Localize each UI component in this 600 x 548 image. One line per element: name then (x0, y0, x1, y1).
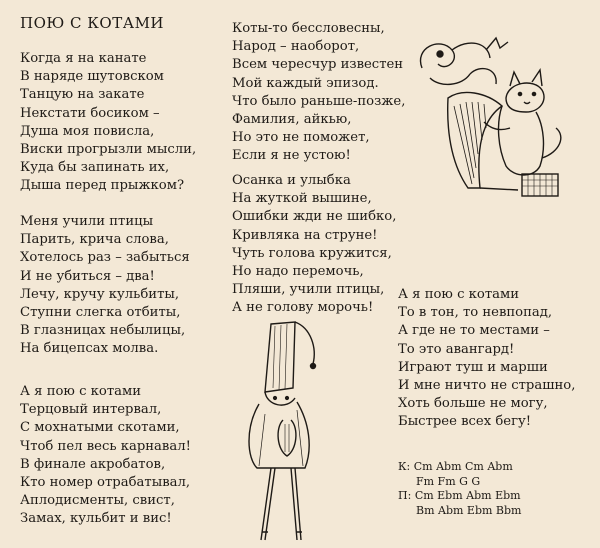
verse-line: Осанка и улыбка (232, 173, 351, 188)
verse-line: И мне ничто не страшно, (398, 378, 576, 394)
chord-sequence: Fm Fm G G (416, 474, 481, 488)
verse-line: И не убиться – два! (20, 268, 155, 284)
verse-line: Народ – наоборот, (232, 39, 360, 55)
verse-line: Лечу, кручу кульбиты, (20, 286, 180, 302)
verse-line: Ошибки жди не шибко, (232, 209, 397, 225)
stanza (232, 172, 396, 318)
verse-line: Чуть голова кружится, (232, 245, 392, 261)
chord-chart (398, 460, 521, 518)
verse-line: Кто номер отрабатывал, (20, 475, 191, 491)
verse-line: Но это не поможет, (232, 130, 370, 146)
stanza (20, 213, 190, 359)
verse-line: Замах, кульбит и вис! (20, 511, 172, 527)
verse-line: Чтоб пел весь карнавал! (20, 438, 191, 454)
verse-line: В финале акробатов, (20, 456, 166, 472)
verse-line: С мохнатыми скотами, (20, 420, 180, 436)
verse-line: Парить, крича слова, (20, 232, 169, 248)
verse-line: Аплодисменты, свист, (20, 493, 175, 509)
verse-line: Когда я на канате (20, 51, 147, 66)
verse-line: Виски прогрызли мысли, (20, 142, 197, 158)
verse-line: Играют туш и марши (398, 359, 548, 375)
chord-sequence: Cm Ebm Abm Ebm (414, 489, 521, 502)
verse-line: Мой каждый эпизод. (232, 75, 379, 91)
verse-line: Фамилия, айкью, (232, 112, 352, 128)
verse-line: Ступни слегка отбиты, (20, 305, 181, 321)
chord-label: П: (398, 489, 412, 502)
verse-line: Пляши, учили птицы, (232, 282, 385, 298)
cat-jester-illustration (235, 318, 345, 543)
verse-line: То это авангард! (398, 341, 515, 357)
verse-line: Куда бы запинать их, (20, 160, 170, 176)
chord-sequence: Bm Abm Ebm Bbm (416, 503, 522, 517)
verse-line: А не голову морочь! (232, 300, 374, 316)
chord-row-verse (398, 460, 521, 475)
verse-line: А я пою с котами (20, 384, 142, 399)
verse-line: Хотелось раз – забыться (20, 250, 190, 266)
stanza (20, 50, 196, 196)
verse-line: А я пою с котами (398, 287, 520, 302)
chord-sequence: Cm Abm Cm Abm (413, 460, 513, 473)
verse-line: Но надо перемочь, (232, 264, 364, 280)
verse-line: Всем чересчур известен (232, 57, 404, 73)
verse-line: Если я не устою! (232, 148, 351, 164)
song-title: ПОЮ С КОТАМИ (20, 14, 165, 32)
verse-line: На жуткой вышине, (232, 191, 372, 207)
verse-line: А где не то местами – (398, 323, 550, 339)
verse-line: Некстати босиком – (20, 105, 160, 121)
verse-line: Коты-то бессловесны, (232, 21, 385, 36)
chord-row-verse-cont (398, 475, 521, 490)
verse-line: Терцовый интервал, (20, 402, 162, 418)
verse-line: Меня учили птицы (20, 214, 154, 229)
stanza (232, 20, 405, 166)
chorus-stanza (20, 383, 191, 529)
verse-line: Танцую на закате (20, 87, 145, 103)
verse-line: Хоть больше не могу, (398, 396, 548, 412)
verse-line: Что было раньше-позже, (232, 93, 406, 109)
verse-line: В глазницах небылицы, (20, 323, 186, 339)
chord-row-chorus (398, 489, 521, 504)
chord-row-chorus-cont (398, 504, 521, 519)
verse-line: Душа моя повисла, (20, 123, 155, 139)
verse-line: В наряде шутовском (20, 69, 164, 85)
verse-line: Кривляка на струне! (232, 227, 378, 243)
verse-line: То в тон, то невпопад, (398, 305, 553, 321)
verse-line: Дыша перед прыжком? (20, 178, 185, 194)
chord-label: К: (398, 460, 411, 473)
chorus-stanza (398, 286, 575, 432)
verse-line: Быстрее всех бегу! (398, 414, 532, 430)
verse-line: На бицепсах молва. (20, 341, 159, 357)
cat-harp-illustration (410, 28, 570, 203)
